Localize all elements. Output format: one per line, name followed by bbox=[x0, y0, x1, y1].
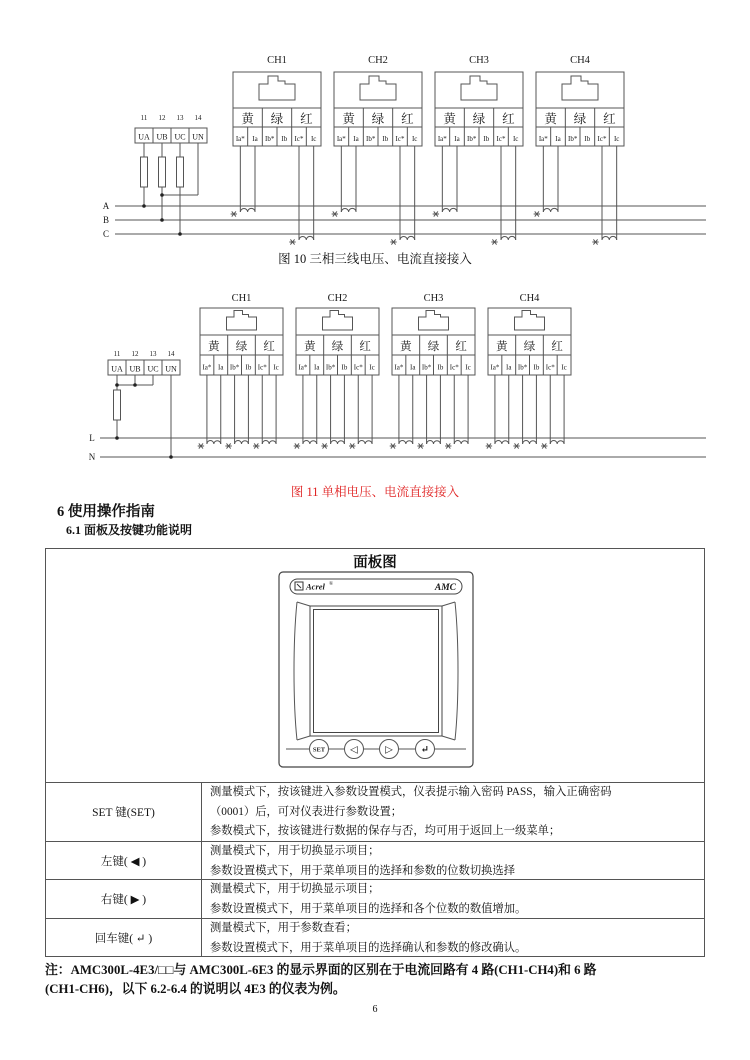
ct-color-label: 黄 bbox=[496, 341, 508, 353]
current-terminal-label: Ia bbox=[252, 135, 258, 143]
current-terminal-label: Ib bbox=[281, 135, 288, 143]
set-button-label: SET bbox=[312, 746, 326, 754]
channel-block-ch2 bbox=[294, 293, 379, 449]
terminal-number: 14 bbox=[194, 114, 202, 122]
key-description bbox=[202, 842, 704, 879]
fuse-symbol bbox=[114, 390, 121, 420]
current-terminal-label: Ic* bbox=[257, 363, 267, 372]
channel-block-ch4 bbox=[486, 293, 571, 449]
current-terminal-label: Ia bbox=[506, 363, 512, 372]
voltage-terminal-label: UA bbox=[138, 132, 150, 142]
description-line: 测量模式下，按该键进入参数设置模式，仪表提示输入密码 PASS，输入正确密码 bbox=[210, 786, 612, 798]
current-terminal-label: Ia bbox=[218, 363, 224, 372]
current-terminal-label: Ic bbox=[512, 135, 519, 143]
current-terminal-label: Ia* bbox=[298, 363, 308, 372]
ct-color-label: 绿 bbox=[472, 112, 486, 126]
ct-color-label: 红 bbox=[551, 341, 563, 353]
current-terminal-label: Ic* bbox=[353, 363, 363, 372]
ct-color-label: 红 bbox=[359, 341, 371, 353]
ct-color-label: 红 bbox=[263, 341, 275, 353]
panel-figure-cell bbox=[46, 549, 704, 782]
table-row-enter-key bbox=[46, 918, 704, 956]
voltage-terminal-label: UN bbox=[165, 364, 177, 374]
terminal-number: 14 bbox=[167, 350, 175, 358]
key-description bbox=[202, 783, 704, 841]
panel-figure-title: 面板图 bbox=[353, 555, 397, 571]
ct-color-label: 黄 bbox=[443, 112, 456, 126]
figure10-wiring-diagram bbox=[0, 45, 750, 255]
channel-label: CH4 bbox=[570, 55, 590, 66]
current-terminal-label: Ic bbox=[411, 135, 418, 143]
fuse-symbol bbox=[141, 157, 148, 187]
line-label-b: B bbox=[102, 215, 110, 225]
figure11-bus-lines bbox=[89, 433, 706, 462]
description-line: 参数设置模式下，用于菜单项目的选择和各个位数的数值增加。 bbox=[210, 902, 527, 915]
figure11-voltage-block bbox=[108, 350, 180, 459]
brand-text: Acrel bbox=[306, 581, 325, 592]
ct-color-label: 红 bbox=[455, 341, 467, 353]
acrel-logo-mark bbox=[295, 582, 303, 590]
note-line: (CH1-CH6)，以下 6.2-6.4 的说明以 4E3 的仪表为例。 bbox=[45, 982, 346, 996]
key-function-table bbox=[45, 548, 705, 957]
table-row-left-key bbox=[46, 841, 704, 879]
figure10-caption: 图 10 三相三线电压、电流直接接入 bbox=[278, 252, 472, 266]
current-terminal-label: Ib* bbox=[466, 135, 477, 143]
key-description bbox=[202, 919, 704, 956]
current-terminal-label: Ia bbox=[314, 363, 320, 372]
current-terminal-label: Ib bbox=[382, 135, 389, 143]
current-terminal-label: Ic bbox=[310, 135, 317, 143]
current-terminal-label: Ic bbox=[613, 135, 620, 143]
model-text: AMC bbox=[434, 583, 456, 593]
ct-color-label: 红 bbox=[603, 112, 616, 126]
key-description bbox=[202, 880, 704, 918]
channel-label: CH1 bbox=[267, 55, 287, 66]
table-row-right-key bbox=[46, 879, 704, 918]
current-terminal-label: Ia* bbox=[437, 135, 447, 143]
description-line: 参数设置模式下，用于菜单项目的选择和参数的位数切换选择 bbox=[210, 864, 516, 877]
voltage-terminal-label: UN bbox=[192, 132, 204, 142]
ct-color-label: 红 bbox=[300, 112, 313, 126]
voltage-terminal-label: UB bbox=[156, 132, 168, 142]
current-terminal-label: Ib bbox=[533, 363, 540, 372]
channel-label: CH3 bbox=[469, 55, 489, 66]
terminal-number: 12 bbox=[158, 114, 166, 122]
terminal-number: 13 bbox=[176, 114, 184, 122]
ct-color-label: 绿 bbox=[523, 341, 536, 353]
ct-color-label: 黄 bbox=[400, 341, 412, 353]
ct-color-label: 绿 bbox=[331, 341, 344, 353]
figure10-bus-lines bbox=[103, 201, 706, 239]
figure11-caption: 图 11 单相电压、电流直接接入 bbox=[290, 485, 460, 499]
description-line: 测量模式下，用于切换显示项目； bbox=[210, 883, 380, 895]
figure11-wiring-diagram bbox=[0, 285, 750, 480]
description-line: 测量模式下，用于参数查看； bbox=[210, 922, 357, 934]
channel-label: CH3 bbox=[423, 293, 444, 304]
current-terminal-label: Ic bbox=[465, 363, 471, 372]
current-terminal-label: Ic* bbox=[496, 135, 506, 143]
voltage-terminal-label: UA bbox=[111, 364, 123, 374]
current-terminal-label: Ic* bbox=[449, 363, 459, 372]
key-name: 回车键( ↵ ) bbox=[46, 919, 202, 956]
description-line: 参数模式下，按该键进行数据的保存与否，均可用于返回上一级菜单； bbox=[210, 825, 561, 837]
channel-block-ch2 bbox=[332, 55, 422, 245]
current-terminal-label: Ic bbox=[369, 363, 375, 372]
subsection-heading: 6.1 面板及按键功能说明 bbox=[66, 523, 193, 537]
ct-color-label: 绿 bbox=[427, 341, 440, 353]
section-heading: 6 使用操作指南 bbox=[57, 504, 155, 520]
ct-color-label: 黄 bbox=[208, 341, 220, 353]
current-terminal-label: Ic* bbox=[545, 363, 555, 372]
ct-color-label: 红 bbox=[502, 112, 515, 126]
fuse-symbol bbox=[177, 157, 184, 187]
line-label-n: N bbox=[88, 452, 96, 462]
current-terminal-label: Ic* bbox=[597, 135, 607, 143]
key-name: 右键( ▶ ) bbox=[46, 880, 202, 918]
current-terminal-label: Ia* bbox=[202, 363, 212, 372]
current-terminal-label: Ib bbox=[437, 363, 444, 372]
left-button-icon: ◁ bbox=[350, 744, 358, 756]
terminal-number: 11 bbox=[140, 114, 148, 122]
ct-color-label: 黄 bbox=[304, 341, 316, 353]
current-terminal-label: Ib* bbox=[421, 363, 432, 372]
right-button-icon: ▷ bbox=[385, 744, 393, 756]
model-note bbox=[45, 961, 707, 999]
current-terminal-label: Ic* bbox=[294, 135, 304, 143]
current-terminal-label: Ia* bbox=[490, 363, 500, 372]
line-label-c: C bbox=[102, 229, 110, 239]
figure10-voltage-block bbox=[135, 114, 207, 236]
description-line: 参数设置模式下，用于菜单项目的选择确认和参数的修改确认。 bbox=[210, 941, 527, 954]
channel-block-ch4 bbox=[534, 55, 624, 245]
current-terminal-label: Ib* bbox=[517, 363, 528, 372]
page-number: 6 bbox=[372, 1004, 378, 1015]
current-terminal-label: Ia bbox=[353, 135, 359, 143]
voltage-terminal-label: UC bbox=[147, 364, 159, 374]
current-terminal-label: Ib bbox=[341, 363, 348, 372]
key-name: 左键( ◀ ) bbox=[46, 842, 202, 879]
ct-color-label: 黄 bbox=[241, 112, 254, 126]
terminal-number: 13 bbox=[149, 350, 157, 358]
current-terminal-label: Ia* bbox=[538, 135, 548, 143]
description-line: 测量模式下，用于切换显示项目； bbox=[210, 845, 380, 857]
channel-label: CH2 bbox=[327, 293, 348, 304]
ct-color-label: 绿 bbox=[235, 341, 248, 353]
channel-block-ch3 bbox=[433, 55, 523, 245]
current-terminal-label: Ib* bbox=[567, 135, 578, 143]
current-terminal-label: Ib* bbox=[365, 135, 376, 143]
ct-color-label: 绿 bbox=[371, 112, 385, 126]
current-terminal-label: Ib bbox=[483, 135, 490, 143]
enter-button-icon: ↵ bbox=[420, 744, 430, 756]
ct-color-label: 绿 bbox=[270, 112, 284, 126]
ct-color-label: 黄 bbox=[342, 112, 355, 126]
channel-block-ch3 bbox=[390, 293, 475, 449]
current-terminal-label: Ib bbox=[245, 363, 252, 372]
current-terminal-label: Ib* bbox=[264, 135, 275, 143]
current-terminal-label: Ib* bbox=[229, 363, 240, 372]
line-label-l: L bbox=[89, 433, 95, 443]
table-row-set-key bbox=[46, 782, 704, 841]
channel-label: CH2 bbox=[368, 55, 388, 66]
current-terminal-label: Ic bbox=[273, 363, 279, 372]
current-terminal-label: Ia bbox=[454, 135, 460, 143]
note-line: 注：AMC300L-4E3/□□与 AMC300L-6E3 的显示界面的区别在于电流回路有 4 路(CH1-CH4)和 6 路 bbox=[45, 963, 597, 977]
current-terminal-label: Ia* bbox=[336, 135, 346, 143]
channel-block-ch1 bbox=[231, 55, 321, 245]
meter-device-figure bbox=[278, 571, 474, 768]
key-name: SET 键(SET) bbox=[46, 783, 202, 841]
channel-block-ch1 bbox=[198, 293, 283, 449]
ct-color-label: 黄 bbox=[544, 112, 557, 126]
channel-label: CH1 bbox=[231, 293, 252, 304]
current-terminal-label: Ia* bbox=[235, 135, 245, 143]
current-terminal-label: Ic* bbox=[395, 135, 405, 143]
fuse-symbol bbox=[159, 157, 166, 187]
line-label-a: A bbox=[102, 201, 110, 211]
ct-color-label: 红 bbox=[401, 112, 414, 126]
voltage-terminal-label: UC bbox=[174, 132, 186, 142]
current-terminal-label: Ia bbox=[555, 135, 561, 143]
voltage-terminal-label: UB bbox=[129, 364, 141, 374]
registered-mark: ® bbox=[329, 581, 334, 587]
display-bezel bbox=[294, 602, 458, 740]
current-terminal-label: Ia bbox=[410, 363, 416, 372]
description-line: （0001）后，可对仪表进行参数设置； bbox=[210, 805, 403, 818]
ct-color-label: 绿 bbox=[573, 112, 587, 126]
current-terminal-label: Ib* bbox=[325, 363, 336, 372]
current-terminal-label: Ic bbox=[561, 363, 567, 372]
channel-label: CH4 bbox=[519, 293, 540, 304]
terminal-number: 12 bbox=[131, 350, 139, 358]
current-terminal-label: Ib bbox=[584, 135, 591, 143]
terminal-number: 11 bbox=[113, 350, 121, 358]
current-terminal-label: Ia* bbox=[394, 363, 404, 372]
